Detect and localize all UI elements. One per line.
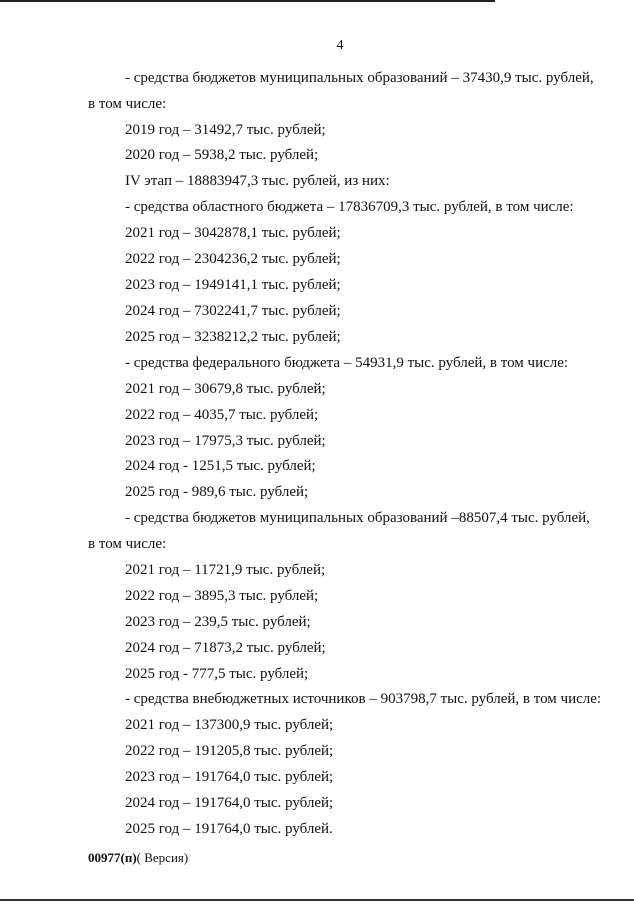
text-line: - средства бюджетов муниципальных образований –88507,4 тыс. рублей, [125,510,590,526]
text-line: 2024 год - 1251,5 тыс. рублей; [125,458,316,474]
text-line: - средства областного бюджета – 17836709,3 тыс. рублей, в том числе: [125,199,574,215]
text-line: 2023 год – 17975,3 тыс. рублей; [125,433,326,449]
text-line: - средства внебюджетных источников – 903798,7 тыс. рублей, в том числе: [125,691,602,707]
text-line: 2023 год – 191764,0 тыс. рублей; [125,769,334,785]
text-line: - средства бюджетов муниципальных образований – 37430,9 тыс. рублей, [125,70,594,86]
text-line: в том числе: [88,96,167,112]
text-line: 2024 год – 191764,0 тыс. рублей; [125,795,334,811]
text-line: 2021 год – 11721,9 тыс. рублей; [125,562,326,578]
text-line: 2020 год – 5938,2 тыс. рублей; [125,147,319,163]
text-line: 2022 год – 3895,3 тыс. рублей; [125,588,319,604]
bottom-scan-rule [0,899,634,901]
text-line: 2024 год – 7302241,7 тыс. рублей; [125,303,341,319]
page-number: 4 [336,38,344,53]
document-code: 00977(п) [88,850,137,865]
text-line: 2021 год – 30679,8 тыс. рублей; [125,381,326,397]
text-line: 2021 год – 137300,9 тыс. рублей; [125,717,334,733]
text-line: 2021 год – 3042878,1 тыс. рублей; [125,225,341,241]
text-line: 2023 год – 1949141,1 тыс. рублей; [125,277,341,293]
text-line: 2023 год – 239,5 тыс. рублей; [125,614,311,630]
text-line: 2025 год – 3238212,2 тыс. рублей; [125,329,341,345]
version-label: ( Версия) [136,850,189,865]
text-line: 2025 год - 989,6 тыс. рублей; [125,484,309,500]
text-line: 2025 год - 777,5 тыс. рублей; [125,666,309,682]
text-line: 2022 год – 2304236,2 тыс. рублей; [125,251,341,267]
text-line: 2024 год – 71873,2 тыс. рублей; [125,640,326,656]
text-line: 2025 год – 191764,0 тыс. рублей. [125,821,333,837]
text-line: 2019 год – 31492,7 тыс. рублей; [125,122,326,138]
text-line: 2022 год – 191205,8 тыс. рублей; [125,743,334,759]
text-line: - средства федерального бюджета – 54931,9 тыс. рублей, в том числе: [125,355,569,371]
text-line: в том числе: [88,536,167,552]
text-line: 2022 год – 4035,7 тыс. рублей; [125,407,319,423]
document-footer [88,850,188,866]
text-line: IV этап – 18883947,3 тыс. рублей, из них: [125,173,390,189]
